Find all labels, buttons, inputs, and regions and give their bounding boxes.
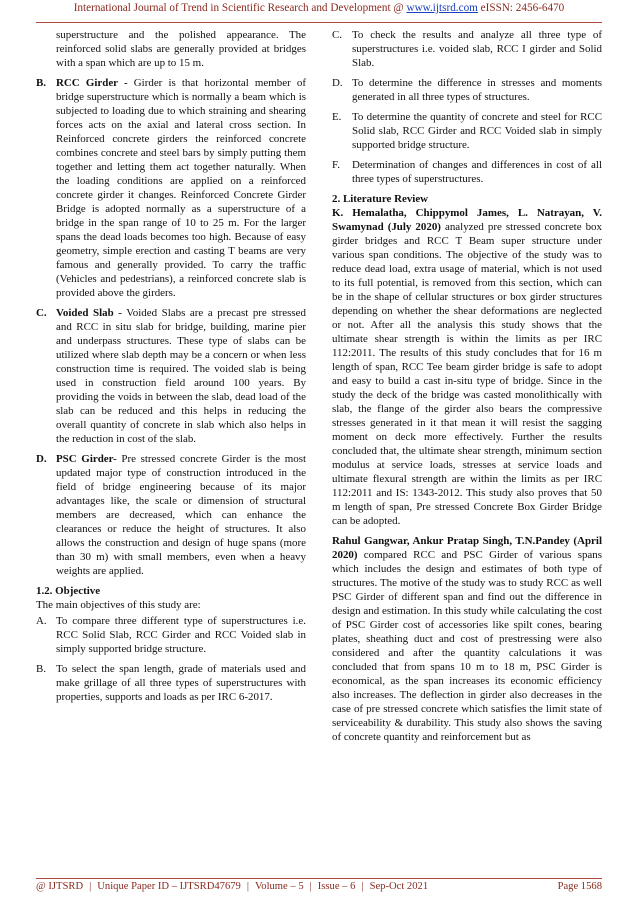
list-label: E. [332,111,342,123]
header-issn: eISSN: 2456-6470 [477,2,565,14]
literature-paragraph-gangwar [332,534,602,744]
objective-intro: The main objectives of this study are: [36,599,201,611]
intro-continuation-text: superstructure and the polished appearance. The reinforced solid slabs are generally provided at bridges with a span which are up to 15 m. [56,29,306,69]
objective-item-c [332,28,602,70]
list-label: F. [332,159,340,171]
footer-volume: Volume – 5 [254,881,304,892]
list-label: B. [36,663,47,675]
right-column [332,28,602,744]
list-label: D. [36,453,47,465]
term-description: Voided Slabs are a precast pre stressed and RCC in situ slab for bridge, building, marine pier and underpass structures. These type of slabs can be utilized where slab depth may be a concern or when less construction time is required. The voided slab is being used in construction field around 100 years. By providing the voids in between the slab, dead load of the slab can be reduced and this helps in reducing the overall quantity of concrete in slab which also helps in the reduction in cost of the slab. [56,307,306,445]
footer-date: Sep-Oct 2021 [369,881,429,892]
objective-text: To compare three different type of superstructures i.e. RCC Solid Slab, RCC Girder and RCC Voided slab in simply supported bridge structure. [56,615,306,655]
objective-item-d [332,76,602,104]
citation-summary: compared RCC and PSC Girder of various spans which includes the design and estimates of both type of structures. The motive of the study was to study RCC as well PSC Girder of different span and find out the difference in design and estimation. In this study while calculating the cost of PSC Girder cost of accessories like spilt cones, bearing plates, sheathing duct and cost of prestressing were also considered and after the quantity calculations it was concluded that from spans 10 m to 18 m, PSC Girder is economical, as the span increases its economic efficiency also increases. The deflection in girder also decreases in the case of pre stressed concrete which satisfies the limit state of serviceability & durability. This study also shows the saving of concrete quantity and reinforcement but as [332,549,602,743]
page-footer: @ IJTSRD | Unique Paper ID – IJTSRD47679 | Volume – 5 | Issue – 6 | Sep-Oct 2021 Page 1568 [36,881,602,892]
list-label: D. [332,77,343,89]
term-title: RCC Girder - [56,77,128,89]
literature-review-heading: 2. Literature Review [332,193,429,205]
citation-summary: analyzed pre stressed concrete box girder bridges and RCC T Beam super structure under various span conditions. The objective of the study was to reduce dead load, extra usage of material, which is not used to its full potential, is removed from this section, which can be in the shape of cellular structures or box girder structures depending on whether the shear deformations are neglected or not. After all the analysis this study shows that the ultimate shear strength is within the limits as per IRC 112:2011. The results of this study concludes that for 16 m length of span, RCC Tee beam girder bridge is safe to adopt and easy to build a cast in-situ type of bridge. Since in the study the deck of the bridge was casted monolithically with slab, the flange of the girder also bears the compressive stresses generated in it that mean it will resist the sagging moment on deck more effectively. Further the results concluded that, the ultimate shear strength, minimum section modulus at service loads, stresses at service loads and ultimate flexural strength are within the limits as per IRC 112:2011 and IS: 1343-2012. This study also proves that 50 m length of span, Pre stressed Concrete Box Girder Bridge can be adopted. [332,221,602,527]
list-label: C. [332,29,343,41]
term-title: PSC Girder- [56,453,117,465]
footer-paper-id: Unique Paper ID – IJTSRD47679 [97,881,241,892]
list-item-voided-slab [36,306,306,446]
list-item-psc-girder [36,452,306,578]
objective-heading: 1.2. Objective [36,585,101,597]
objective-text: To determine the quantity of concrete and steel for RCC Solid slab, RCC Girder and RCC Voided slab in simply supported bridge structure. [352,111,602,151]
term-description: Girder is that horizontal member of bridge superstructure which is normally a beam which is subjected to loading due to which straining and shearing forces acts on the axial and lateral cross section. In Reinforced concrete girders the reinforced concrete combines concrete and steel bars by simply putting them together and letting them act together naturally. When the loading conditions are applied on a reinforced concrete girder it changes. Reinforced Concrete Girder Bridge is adopted normally as a superstructure of a bridge in the span range of 10 to 25 m. For the larger spans the dead loads becomes too high. Because of easy geometry, simple erection and casting T beams are very famous and generally provided. To carry the traffic (Vehicles and pedestrians), a reinforced concrete slab is provided above the girders. [56,77,306,299]
footer-divider [36,878,602,879]
list-label: B. [36,77,47,89]
literature-paragraph-hemalatha [332,206,602,528]
objective-text: Determination of changes and differences in cost of all three types of superstructures. [352,159,602,185]
objective-text: To determine the difference in stresses and moments generated in all three types of structures. [352,77,602,103]
list-item-rcc-girder [36,76,306,300]
objective-item-b [36,662,306,704]
left-column [36,28,306,710]
header-divider [36,22,602,23]
objective-item-e [332,110,602,152]
footer-issue: Issue – 6 [317,881,356,892]
list-label: C. [36,307,47,319]
objective-item-a [36,614,306,656]
term-title: Voided Slab - [56,307,122,319]
objective-text: To select the span length, grade of materials used and make grillage of all three types of superstructures with properties, supports and loads as per IRC 6-2017. [56,663,306,703]
list-label: A. [36,615,47,627]
term-description: Pre stressed concrete Girder is the most updated major type of construction introduced in the field of bridge engineering because of its major advantages like, the scale or dimension of structural members are decreased, which can enhance the clearances or reduce the height of structures. It also allows the construction and design of huge spans (more than 30 m) with small members, even when a heavy weights are applied. [56,453,306,577]
citation-authors: K. Hemalatha, Chippymol James, L. Natrayan, V. Swamynad (July 2020) [332,207,602,233]
objective-text: To check the results and analyze all three type of superstructures i.e. voided slab, RCC I girder and Solid Slab. [352,29,602,69]
objective-item-f [332,158,602,186]
footer-page-number: Page 1568 [557,881,602,892]
intro-continuation [36,28,306,70]
header-journal-name: International Journal of Trend in Scientific Research and Development @ [73,2,407,14]
footer-journal: @ IJTSRD [36,881,84,892]
journal-header [0,2,638,14]
journal-url-link[interactable]: www.ijtsrd.com [406,2,478,14]
citation-authors: Rahul Gangwar, Ankur Pratap Singh, T.N.Pandey (April 2020) [332,535,602,561]
